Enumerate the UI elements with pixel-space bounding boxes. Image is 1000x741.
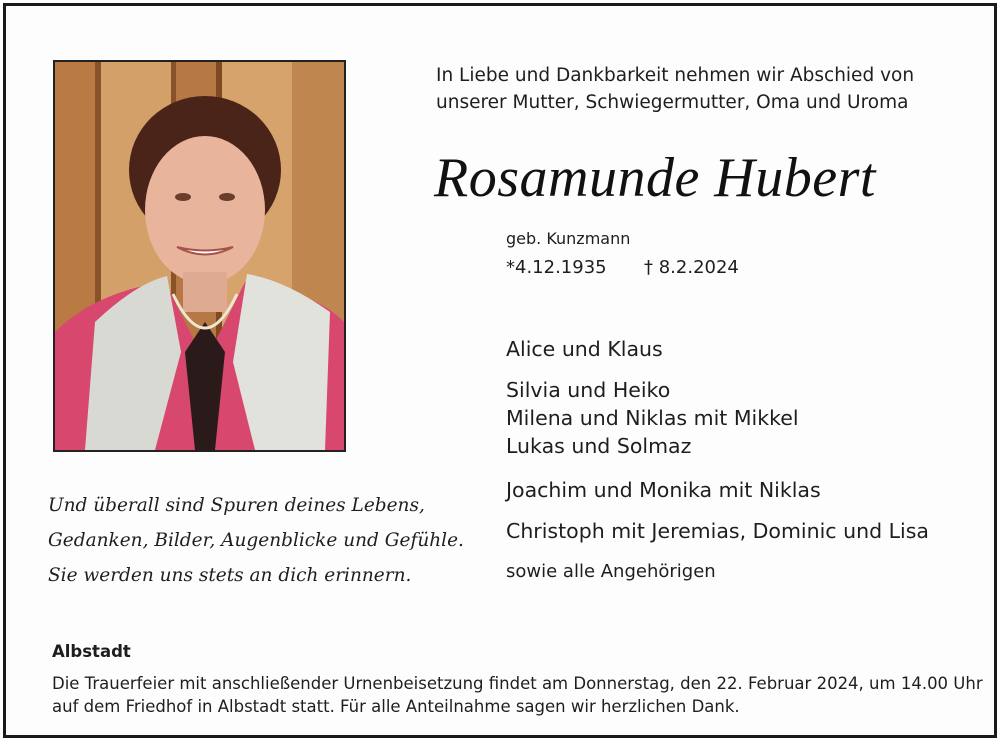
- memorial-quote: [48, 488, 464, 593]
- mourner-group-4: Christoph mit Jeremias, Dominic und Lisa: [506, 519, 929, 543]
- mourner-group-3: Joachim und Monika mit Niklas: [506, 478, 821, 502]
- death-date: † 8.2.2024: [644, 257, 739, 278]
- deceased-name: Rosamunde Hubert: [434, 147, 876, 209]
- mourner-group-1: Alice und Klaus: [506, 337, 663, 361]
- funeral-notice: [52, 672, 983, 718]
- mourner-group-2: [506, 376, 799, 460]
- notice-line-2: auf dem Friedhof in Albstadt statt. Für alle Anteilnahme sagen wir herzlichen Dank.: [52, 697, 740, 716]
- birth-date: *4.12.1935: [506, 257, 607, 278]
- quote-line: Sie werden uns stets an dich erinnern.: [48, 565, 412, 586]
- other-relatives: sowie alle Angehörigen: [506, 561, 716, 582]
- notice-line-1: Die Trauerfeier mit anschließender Urnenbeisetzung findet am Donnerstag, den 22. Februar 2024, um 14.00 Uhr: [52, 674, 983, 693]
- maiden-name: geb. Kunzmann: [506, 229, 631, 248]
- mourner-line: Lukas und Solmaz: [506, 434, 692, 458]
- quote-line: Gedanken, Bilder, Augenblicke und Gefühle.: [48, 530, 464, 551]
- life-dates: [506, 257, 739, 278]
- place-heading: Albstadt: [52, 642, 131, 661]
- quote-line: Und überall sind Spuren deines Lebens,: [48, 495, 425, 516]
- mourner-line: Milena und Niklas mit Mikkel: [506, 406, 799, 430]
- intro-line-1: In Liebe und Dankbarkeit nehmen wir Abschied von: [436, 65, 915, 86]
- portrait-photo: [53, 60, 346, 452]
- intro-line-2: unserer Mutter, Schwiegermutter, Oma und Uroma: [436, 92, 909, 113]
- intro-text: [436, 62, 914, 116]
- mourner-line: Silvia und Heiko: [506, 378, 671, 402]
